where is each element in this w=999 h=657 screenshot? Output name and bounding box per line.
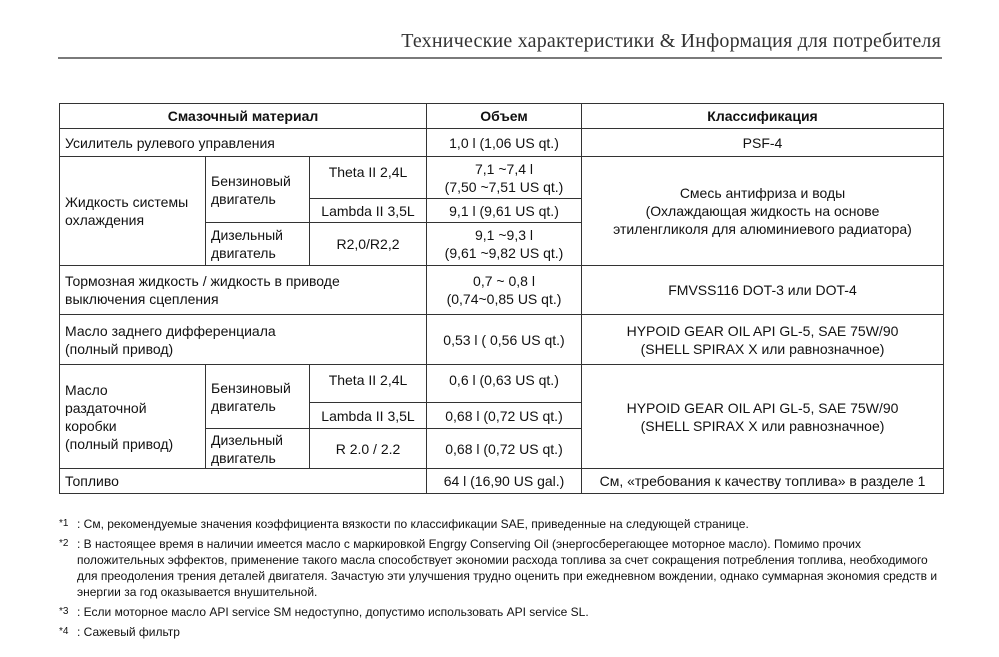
name-line: выключения сцепления xyxy=(65,291,219,307)
volume-line: 0,7 ~ 0,8 l xyxy=(473,273,535,289)
footnote xyxy=(59,624,943,640)
coolant-engine: Lambda II 3,5L xyxy=(310,199,427,223)
name-line: Тормозная жидкость / жидкость в приводе xyxy=(65,273,340,289)
brake-volume xyxy=(427,266,582,315)
class-line: HYPOID GEAR OIL API GL-5, SAE 75W/90 xyxy=(626,322,899,339)
footnote-mark: *4 xyxy=(59,626,69,637)
table-row xyxy=(60,266,944,315)
steering-class: PSF-4 xyxy=(582,129,944,157)
name-line: коробки xyxy=(65,417,117,434)
name-line: (полный привод) xyxy=(65,435,174,452)
table-row xyxy=(60,469,944,494)
table-row xyxy=(60,129,944,157)
coolant-volume xyxy=(427,223,582,266)
volume-line: (0,74~0,85 US qt.) xyxy=(446,291,562,307)
table-header-row xyxy=(60,104,944,129)
diff-name xyxy=(60,315,427,365)
table-row xyxy=(60,365,944,403)
col-header-material: Смазочный материал xyxy=(60,104,427,129)
transfer-volume: 0,6 l (0,63 US qt.) xyxy=(427,365,582,403)
transfer-engine: Theta II 2,4L xyxy=(310,365,427,403)
coolant-name: Жидкость системы охлаждения xyxy=(60,157,206,266)
footnote xyxy=(59,536,943,600)
fuel-name: Топливо xyxy=(60,469,427,494)
footnote-mark: *2 xyxy=(59,538,69,549)
volume-line: (9,61 ~9,82 US qt.) xyxy=(444,245,564,261)
table-row xyxy=(60,315,944,365)
brake-class: FMVSS116 DOT-3 или DOT-4 xyxy=(582,266,944,315)
footnote-mark: *3 xyxy=(59,606,69,617)
transfer-diesel-label: Дизельный двигатель xyxy=(206,429,310,469)
fuel-volume: 64 l (16,90 US gal.) xyxy=(427,469,582,494)
footnote-mark: *1 xyxy=(59,518,69,529)
footnotes xyxy=(59,516,943,644)
name-line: раздаточной xyxy=(65,399,147,416)
coolant-engine: Theta II 2,4L xyxy=(310,157,427,199)
col-header-class: Классификация xyxy=(582,104,944,129)
transfer-petrol-label: Бензиновый двигатель xyxy=(206,365,310,429)
name-line: Масло заднего дифференциала xyxy=(65,322,276,339)
coolant-engine: R2,0/R2,2 xyxy=(310,223,427,266)
coolant-class xyxy=(582,157,944,266)
table-row xyxy=(60,157,944,199)
lubricants-table xyxy=(59,103,944,494)
class-line: (SHELL SPIRAX X или равнозначное) xyxy=(640,340,885,357)
coolant-volume: 9,1 l (9,61 US qt.) xyxy=(427,199,582,223)
brake-name xyxy=(60,266,427,315)
diff-volume: 0,53 l ( 0,56 US qt.) xyxy=(427,315,582,365)
transfer-volume: 0,68 l (0,72 US qt.) xyxy=(427,403,582,429)
steering-name: Усилитель рулевого управления xyxy=(60,129,427,157)
class-line: (SHELL SPIRAX X или равнозначное) xyxy=(640,417,885,434)
footnote-text: : Сажевый фильтр xyxy=(77,625,180,639)
footnote-text: : Если моторное масло API service SM недоступно, допустимо использовать API service SL. xyxy=(77,605,589,619)
header-rule xyxy=(58,57,942,59)
steering-volume: 1,0 l (1,06 US qt.) xyxy=(427,129,582,157)
class-line: HYPOID GEAR OIL API GL-5, SAE 75W/90 xyxy=(626,399,899,416)
class-line: этиленгликоля для алюминиевого радиатора) xyxy=(613,221,912,237)
footnote-text: : См, рекомендуемые значения коэффициента вязкости по классификации SAE, приведенные на следующей странице. xyxy=(77,517,749,531)
diff-class xyxy=(582,315,944,365)
coolant-diesel-label: Дизельный двигатель xyxy=(206,223,310,266)
transfer-engine: Lambda II 3,5L xyxy=(310,403,427,429)
volume-line: 7,1 ~7,4 l xyxy=(475,160,533,177)
footnote xyxy=(59,604,943,620)
class-line: Смесь антифриза и воды xyxy=(679,185,846,201)
transfer-name xyxy=(60,365,206,469)
transfer-class xyxy=(582,365,944,469)
transfer-engine: R 2.0 / 2.2 xyxy=(310,429,427,469)
fuel-class: См, «требования к качеству топлива» в разделе 1 xyxy=(582,469,944,494)
volume-line: (7,50 ~7,51 US qt.) xyxy=(444,178,564,195)
page-header xyxy=(0,0,999,60)
col-header-volume: Объем xyxy=(427,104,582,129)
footnote-text: : В настоящее время в наличии имеется масло с маркировкой Engrgy Conserving Oil (энергосберегающее моторное масло). Помимо прочих положительных эффектов, применение такого масла способствует экономии расхода топлива за счет сокращения потребления топлива, необходимого для преодоления трения деталей двигателя. Зачастую эти улучшения трудно оценить при ежедневном вождении, однако суммарная экономия средств и энергии за год оказывается внушительной. xyxy=(77,537,938,599)
name-line: Масло xyxy=(65,381,108,398)
class-line: (Охлаждающая жидкость на основе xyxy=(645,203,880,219)
coolant-volume xyxy=(427,157,582,199)
name-line: (полный привод) xyxy=(65,340,174,357)
transfer-volume: 0,68 l (0,72 US qt.) xyxy=(427,429,582,469)
coolant-petrol-label: Бензиновый двигатель xyxy=(206,157,310,223)
volume-line: 9,1 ~9,3 l xyxy=(475,227,533,243)
page-title: Технические характеристики & Информация для потребителя xyxy=(401,30,941,52)
footnote xyxy=(59,516,943,532)
